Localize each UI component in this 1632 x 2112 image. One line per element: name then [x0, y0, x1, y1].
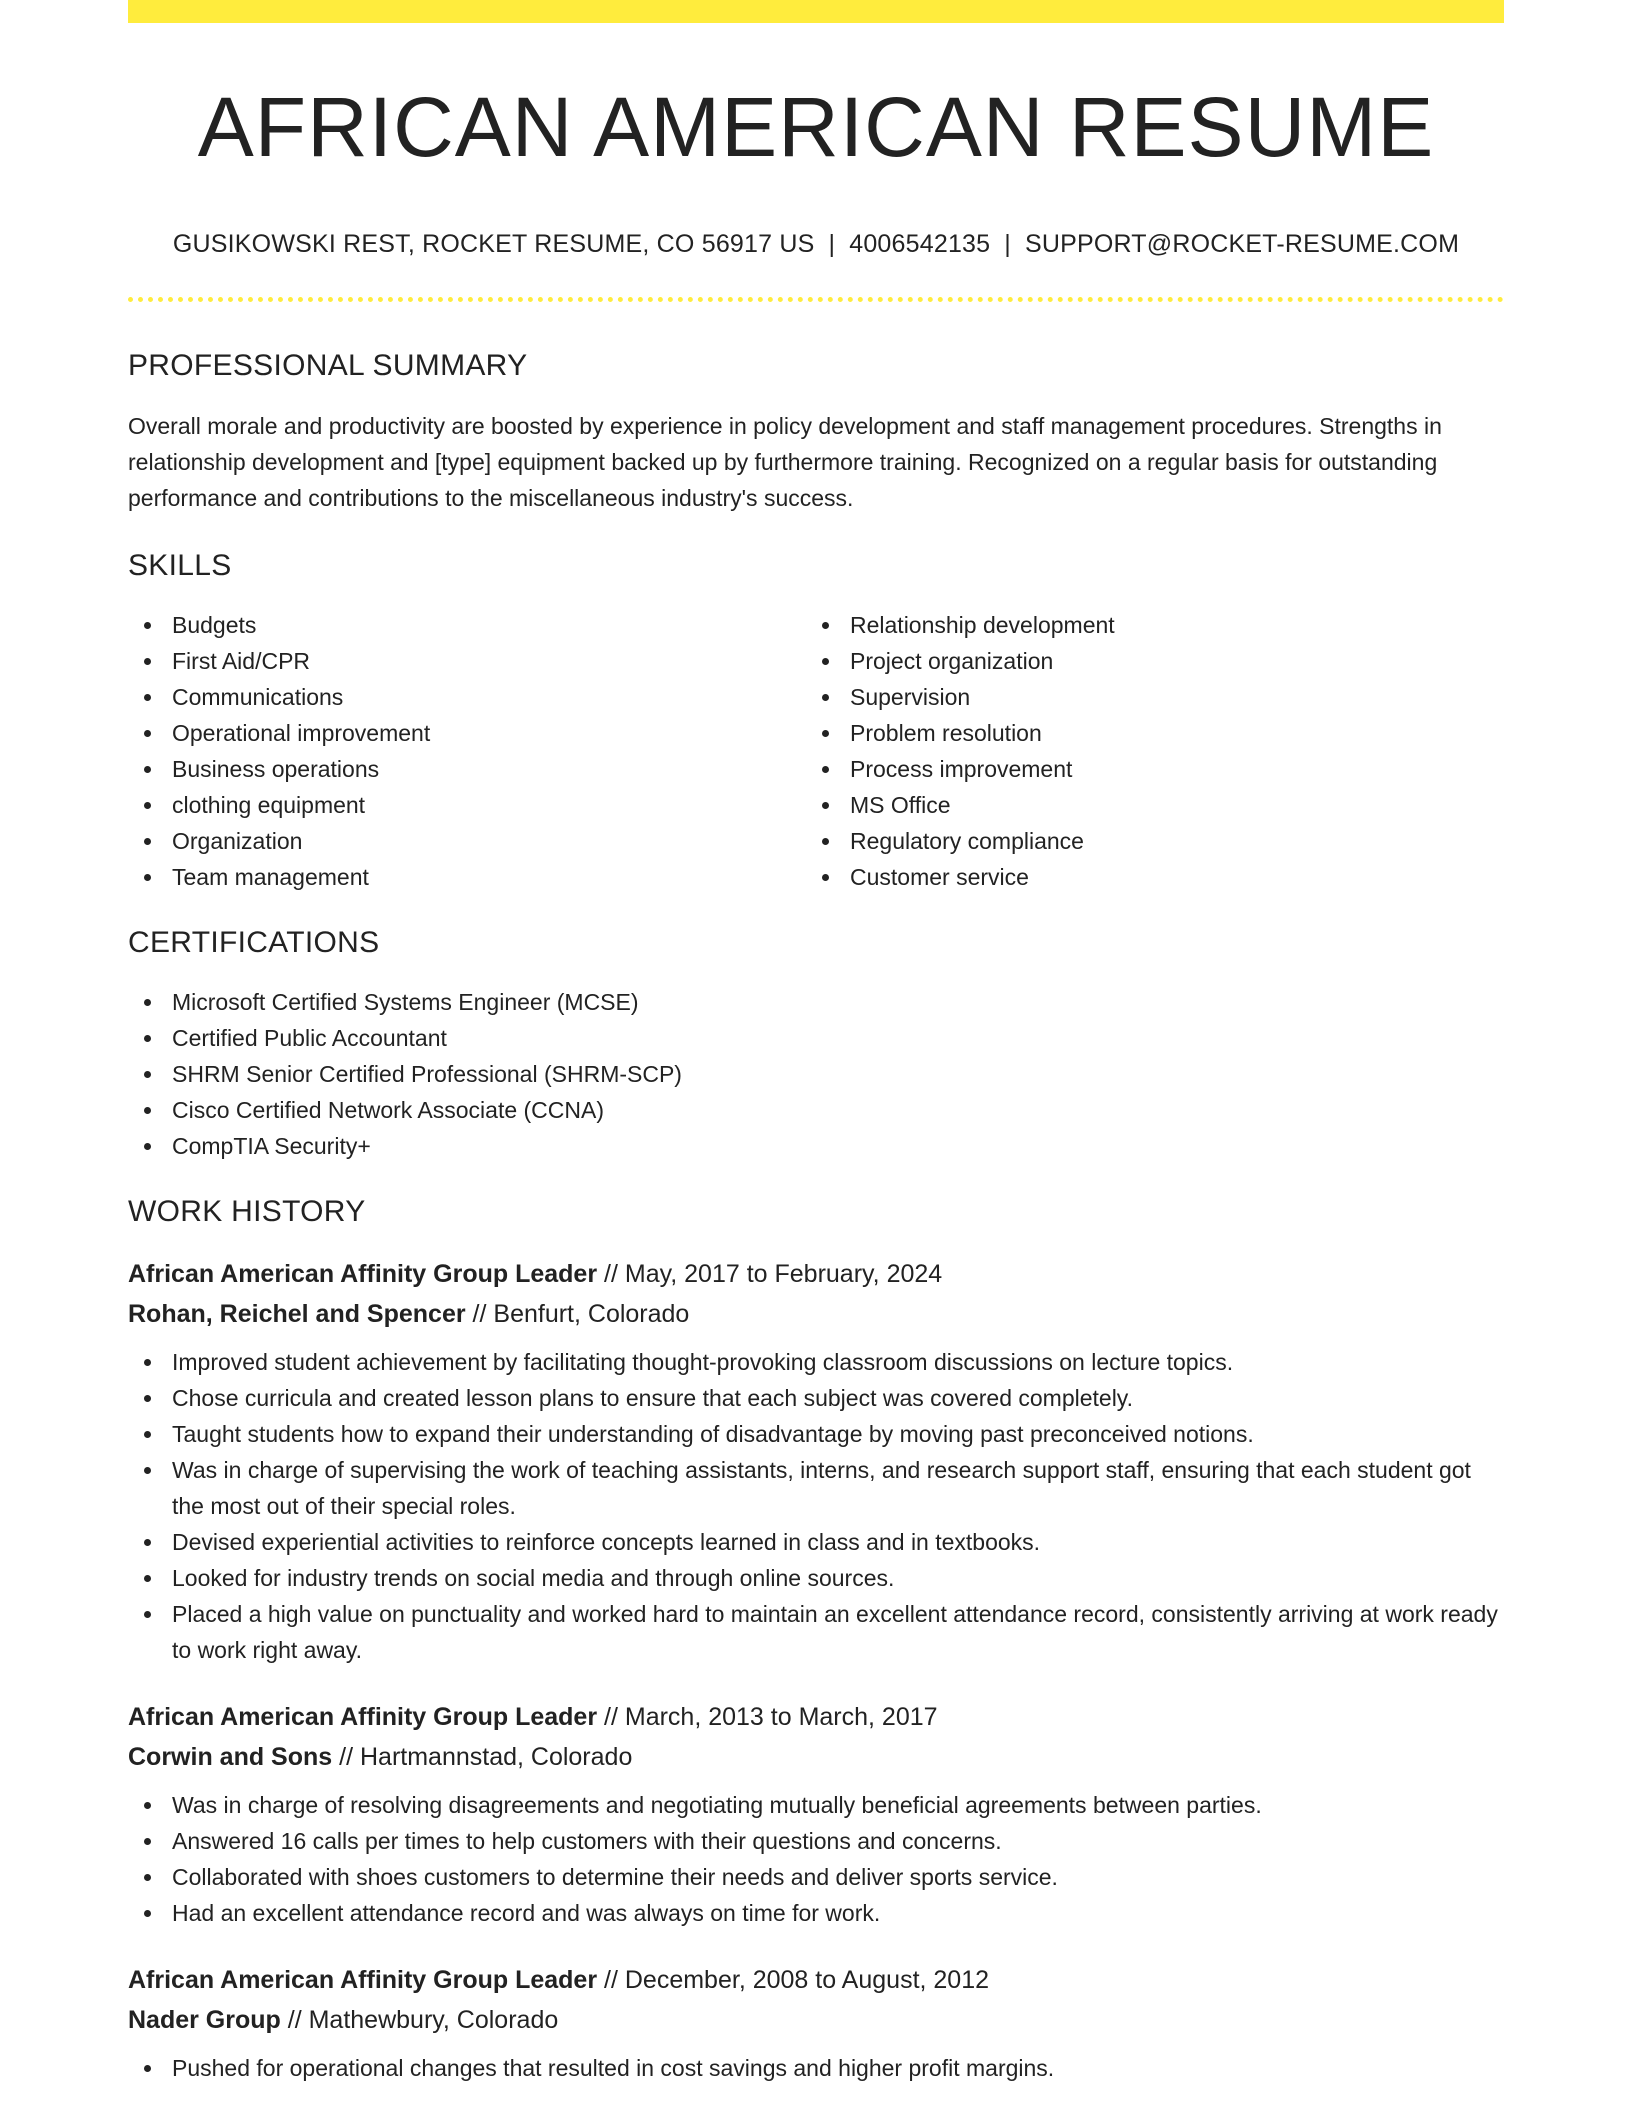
skill-item: Regulatory compliance	[806, 823, 1484, 859]
job-company: Corwin and Sons	[128, 1743, 333, 1772]
skill-item: Supervision	[806, 679, 1484, 715]
job-role: African American Affinity Group Leader	[128, 1260, 598, 1289]
job-title-line	[128, 1960, 1504, 2000]
job-company-line	[128, 1737, 1504, 1777]
skill-item: Organization	[128, 823, 806, 859]
job-company: Rohan, Reichel and Spencer	[128, 1300, 466, 1329]
job-company-line	[128, 1294, 1504, 1334]
work-history-heading: WORK HISTORY	[128, 1195, 366, 1229]
job-dates: December, 2008 to August, 2012	[624, 1966, 990, 1995]
skill-item: Operational improvement	[128, 715, 806, 751]
skill-item: Customer service	[806, 859, 1484, 895]
job-bullet: Answered 16 calls per times to help customers with their questions and concerns.	[128, 1823, 1504, 1859]
job-bullet: Looked for industry trends on social media and through online sources.	[128, 1560, 1504, 1596]
job-dates: March, 2013 to March, 2017	[624, 1703, 938, 1732]
job-bullet: Was in charge of resolving disagreements and negotiating mutually beneficial agreements between parties.	[128, 1787, 1504, 1823]
certification-item: Cisco Certified Network Associate (CCNA)	[128, 1092, 1504, 1128]
contact-separator: |	[1004, 230, 1011, 259]
skill-item: First Aid/CPR	[128, 643, 806, 679]
skill-item: Project organization	[806, 643, 1484, 679]
contact-line	[128, 229, 1504, 259]
skills-left-list	[128, 607, 806, 895]
job-bullet-list	[128, 2050, 1504, 2086]
job-separator: //	[597, 1703, 625, 1732]
job-entry	[128, 1697, 1504, 1931]
resume-name: AFRICAN AMERICAN RESUME	[197, 80, 1435, 174]
job-role: African American Affinity Group Leader	[128, 1966, 598, 1995]
job-title-line	[128, 1254, 1504, 1294]
job-entry	[128, 1254, 1504, 1668]
skill-item: Business operations	[128, 751, 806, 787]
job-bullet-list	[128, 1787, 1504, 1931]
skill-item: clothing equipment	[128, 787, 806, 823]
certifications-list	[128, 984, 1504, 1164]
certification-item: Microsoft Certified Systems Engineer (MCSE)	[128, 984, 1504, 1020]
job-dates: May, 2017 to February, 2024	[624, 1260, 943, 1289]
contact-address: GUSIKOWSKI REST, ROCKET RESUME, CO 56917 US	[172, 230, 815, 259]
job-bullet: Devised experiential activities to reinforce concepts learned in class and in textbooks.	[128, 1524, 1504, 1560]
certification-item: SHRM Senior Certified Professional (SHRM-SCP)	[128, 1056, 1504, 1092]
skills-heading: SKILLS	[128, 549, 232, 583]
job-title-line	[128, 1697, 1504, 1737]
job-location: Mathewbury, Colorado	[308, 2006, 559, 2035]
job-location: Hartmannstad, Colorado	[359, 1743, 633, 1772]
job-bullet: Pushed for operational changes that resulted in cost savings and higher profit margins.	[128, 2050, 1504, 2086]
skill-item: Team management	[128, 859, 806, 895]
certifications-heading: CERTIFICATIONS	[128, 926, 380, 960]
skills-grid	[128, 607, 1504, 895]
job-bullet: Placed a high value on punctuality and worked hard to maintain an excellent attendance record, consistently arriving at work ready to work right away.	[128, 1596, 1504, 1668]
skill-item: Process improvement	[806, 751, 1484, 787]
summary-text: Overall morale and productivity are boosted by experience in policy development and staff management procedures. Strengths in relationship development and [type] equipment backed up by furthermore training. Recognized on a regular basis for outstanding performance and contributions to the miscellaneous industry's success.	[128, 413, 1442, 512]
skill-item: Problem resolution	[806, 715, 1484, 751]
accent-bar	[128, 0, 1504, 23]
job-separator: //	[332, 1743, 360, 1772]
job-bullet: Collaborated with shoes customers to determine their needs and deliver sports service.	[128, 1859, 1504, 1895]
skill-item: Budgets	[128, 607, 806, 643]
contact-phone: 4006542135	[849, 230, 991, 259]
skill-item: MS Office	[806, 787, 1484, 823]
job-company: Nader Group	[128, 2006, 281, 2035]
job-bullet: Was in charge of supervising the work of teaching assistants, interns, and research support staff, ensuring that each student got the most out of their special roles.	[128, 1452, 1504, 1524]
job-separator: //	[597, 1966, 625, 1995]
job-entry	[128, 1960, 1504, 2086]
job-location: Benfurt, Colorado	[493, 1300, 690, 1329]
job-company-line	[128, 2000, 1504, 2040]
job-separator: //	[280, 2006, 309, 2035]
certification-item: CompTIA Security+	[128, 1128, 1504, 1164]
contact-separator: |	[828, 230, 836, 259]
certification-item: Certified Public Accountant	[128, 1020, 1504, 1056]
job-separator: //	[465, 1300, 494, 1329]
job-bullet: Taught students how to expand their understanding of disadvantage by moving past preconceived notions.	[128, 1416, 1504, 1452]
job-bullet-list	[128, 1344, 1504, 1668]
skill-item: Communications	[128, 679, 806, 715]
skills-right-list	[806, 607, 1484, 895]
summary-heading: PROFESSIONAL SUMMARY	[128, 349, 528, 383]
job-bullet: Improved student achievement by facilitating thought-provoking classroom discussions on lecture topics.	[128, 1344, 1504, 1380]
resume-content	[128, 0, 1504, 2086]
job-bullet: Chose curricula and created lesson plans to ensure that each subject was covered completely.	[128, 1380, 1504, 1416]
job-bullet: Had an excellent attendance record and was always on time for work.	[128, 1895, 1504, 1931]
dotted-divider	[128, 297, 1504, 302]
job-role: African American Affinity Group Leader	[128, 1703, 598, 1732]
job-separator: //	[597, 1260, 625, 1289]
contact-email: SUPPORT@ROCKET-RESUME.COM	[1024, 230, 1460, 259]
skill-item: Relationship development	[806, 607, 1484, 643]
